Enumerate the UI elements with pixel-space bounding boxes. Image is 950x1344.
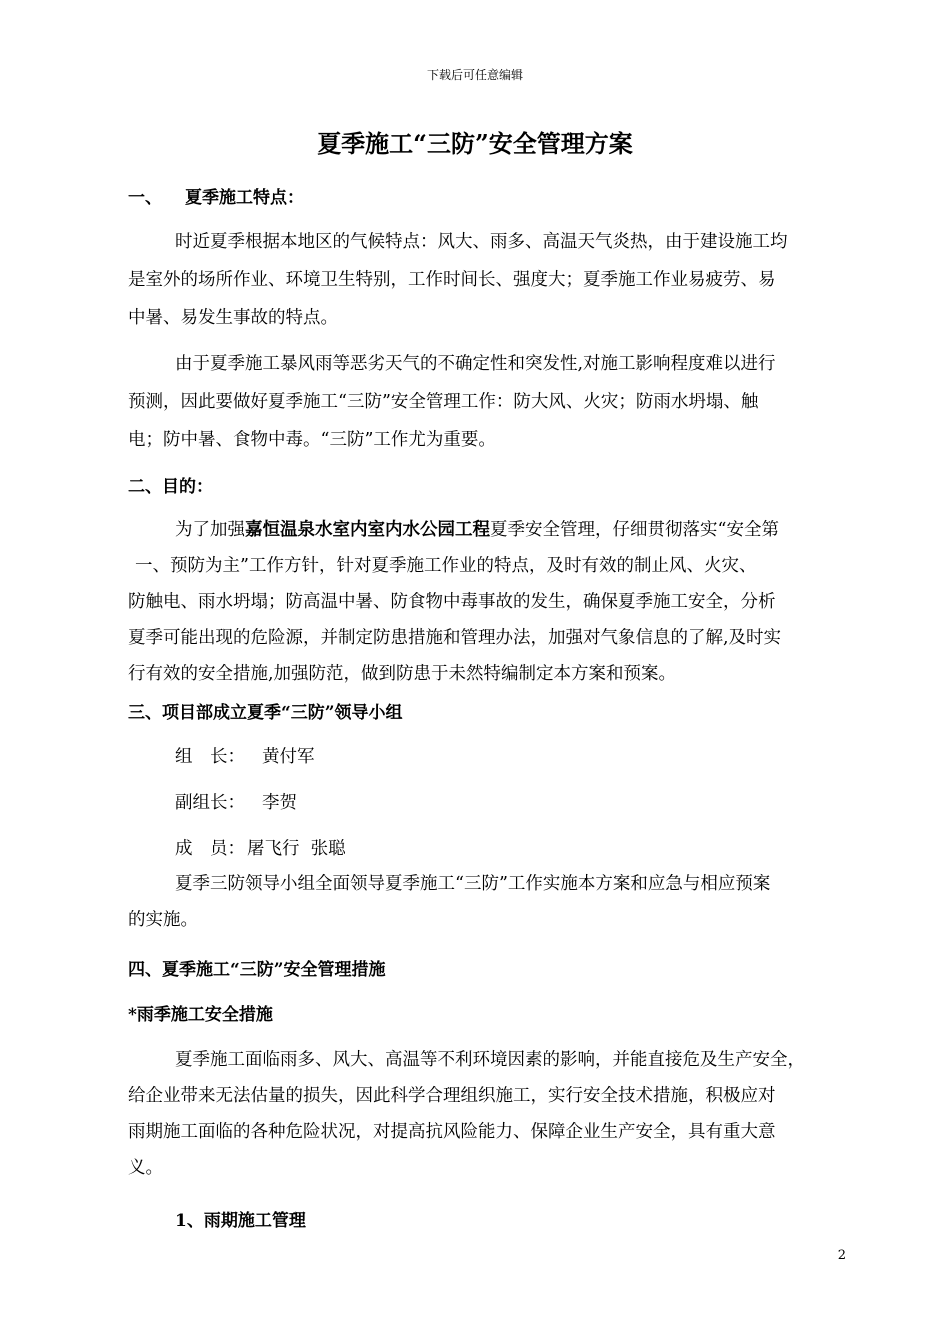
section1-p2-line3: 电；防中暑、食物中毒。“三防”工作尤为重要。	[128, 430, 496, 450]
section1-p1-line2: 是室外的场所作业、环境卫生特别，工作时间长、强度大；夏季施工作业易疲劳、易	[128, 270, 776, 290]
section1-p2-line1: 由于夏季施工暴风雨等恶劣天气的不确定性和突发性,对施工影响程度难以进行	[175, 354, 776, 374]
section1-p1-line1: 时近夏季根据本地区的气候特点：风大、雨多、高温天气炎热，由于建设施工均	[175, 232, 788, 252]
page-header: 下载后可任意编辑	[426, 68, 523, 82]
leader-label: 组 长：	[175, 747, 245, 767]
deputy-name: 李贺	[262, 793, 297, 813]
section2-line5: 行有效的安全措施,加强防范，做到防患于未然特编制定本方案和预案。	[128, 664, 677, 684]
section1-heading: 夏季施工特点：	[185, 188, 304, 208]
section2-line3: 防触电、雨水坍塌；防高温中暑、防食物中毒事故的发生，确保夏季施工安全，分析	[128, 592, 776, 612]
section2-heading: 二、目的：	[128, 477, 213, 497]
section2-line1-post: 夏季安全管理，仔细贯彻落实“安全第	[490, 520, 779, 540]
section1-number: 一、	[128, 188, 162, 208]
section4-p-line2: 给企业带来无法估量的损失，因此科学合理组织施工，实行安全技术措施，积极应对	[128, 1086, 776, 1106]
section4-p-line1: 夏季施工面临雨多、风大、高温等不利环境因素的影响，并能直接危及生产安全，	[175, 1050, 805, 1070]
section3-heading: 三、项目部成立夏季“三防”领导小组	[128, 703, 403, 723]
section4-p-line4: 义。	[128, 1158, 163, 1178]
section3-desc-line1: 夏季三防领导小组全面领导夏季施工“三防”工作实施本方案和应急与相应预案	[175, 874, 771, 894]
page-number: 2	[837, 1248, 846, 1263]
project-name: 嘉恒温泉水室内室内水公园工程	[245, 520, 490, 540]
section4-item1: 1、雨期施工管理	[175, 1211, 306, 1231]
section3-desc-line2: 的实施。	[128, 910, 198, 930]
section2-line2: 一、预防为主”工作方针，针对夏季施工作业的特点，及时有效的制止风、火灾、	[135, 556, 757, 576]
section2-line1-pre: 为了加强	[175, 520, 245, 540]
section1-p2-line2: 预测，因此要做好夏季施工“三防”安全管理工作：防大风、火灾；防雨水坍塌、触	[128, 392, 759, 412]
section1-p1-line3: 中暑、易发生事故的特点。	[128, 308, 338, 328]
member-names: 屠飞行 张聪	[247, 839, 346, 859]
section4-p-line3: 雨期施工面临的各种危险状况，对提高抗风险能力、保障企业生产安全，具有重大意	[128, 1122, 776, 1142]
document-title: 夏季施工“三防”安全管理方案	[317, 129, 633, 158]
member-label: 成 员：	[175, 839, 245, 859]
deputy-label: 副组长：	[175, 793, 245, 813]
section2-line1	[175, 516, 779, 541]
section4-heading: 四、夏季施工“三防”安全管理措施	[128, 960, 386, 980]
leader-name: 黄付军	[262, 747, 315, 767]
section4-subheading: *雨季施工安全措施	[128, 1005, 273, 1025]
section2-line4: 夏季可能出现的危险源，并制定防患措施和管理办法，加强对气象信息的了解,及时实	[128, 628, 782, 648]
